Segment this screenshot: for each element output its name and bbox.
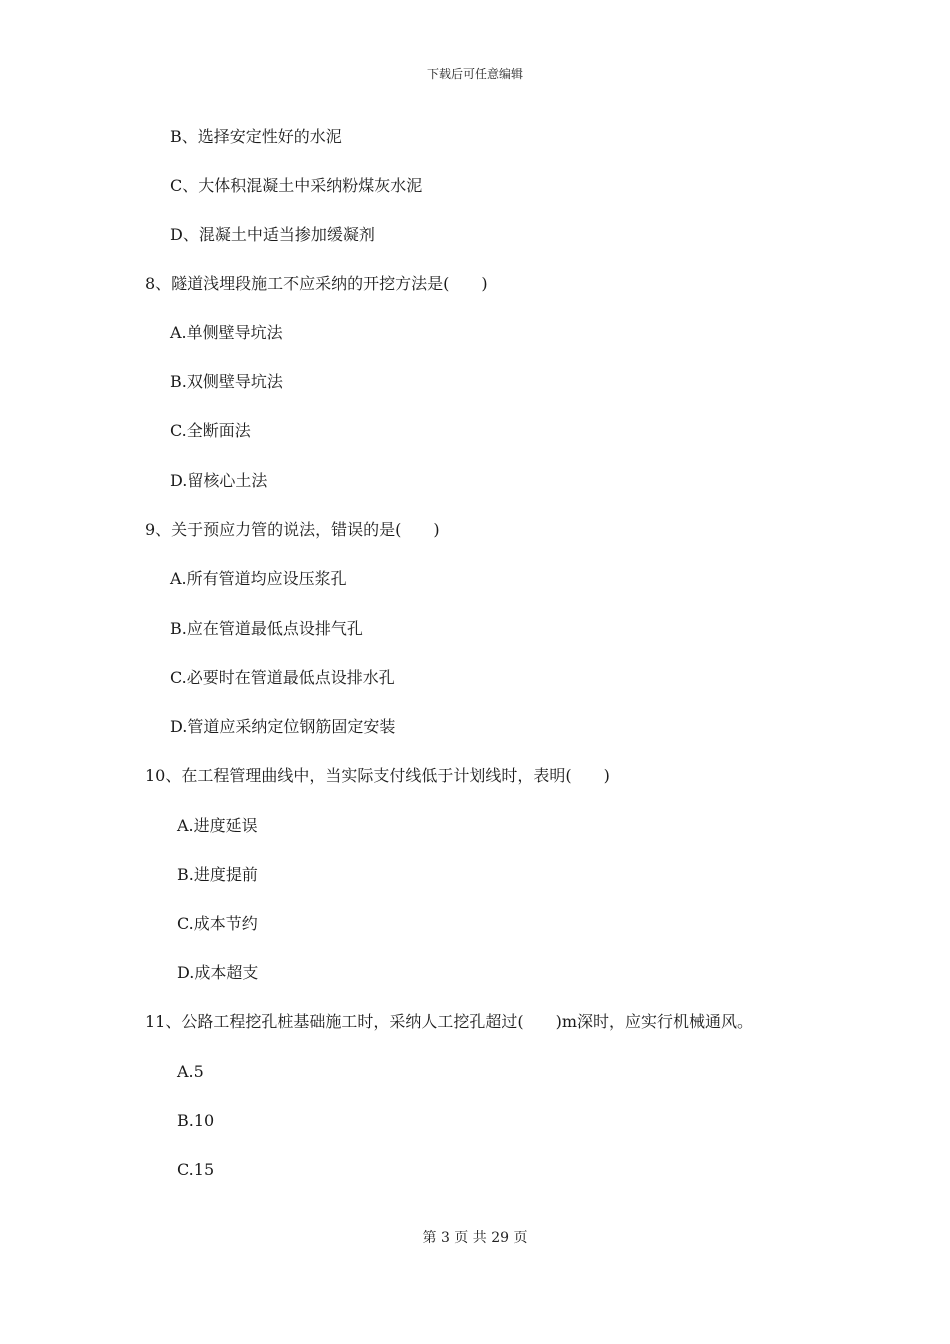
q10-option-d: D.成本超支 (177, 963, 259, 982)
q10-question: 10、在工程管理曲线中，当实际支付线低于计划线时，表明( ) (145, 766, 610, 785)
q7-option-d: D、混凝土中适当掺加缓凝剂 (170, 225, 375, 244)
page-footer: 第 3 页 共 29 页 (422, 1230, 528, 1246)
q9-option-a: A.所有管道均应设压浆孔 (170, 569, 347, 588)
q9-option-b: B.应在管道最低点设排气孔 (170, 619, 363, 638)
q11-question: 11、公路工程挖孔桩基础施工时，采纳人工挖孔超过( )m深时，应实行机械通风。 (145, 1012, 754, 1031)
q7-option-b: B、选择安定性好的水泥 (170, 127, 342, 146)
q11-option-c: C.15 (177, 1160, 215, 1179)
q9-option-d: D.管道应采纳定位钢筋固定安装 (170, 717, 396, 736)
q8-option-a: A.单侧壁导坑法 (170, 323, 283, 342)
page-header: 下载后可任意编辑 (426, 67, 523, 81)
q9-option-c: C.必要时在管道最低点设排水孔 (170, 668, 395, 687)
q9-question: 9、关于预应力管的说法，错误的是( ) (145, 520, 440, 539)
q11-option-a: A.5 (177, 1062, 204, 1081)
q11-option-b: B.10 (177, 1111, 215, 1130)
q8-option-d: D.留核心土法 (170, 471, 268, 490)
q7-option-c: C、大体积混凝土中采纳粉煤灰水泥 (170, 176, 423, 195)
q10-option-a: A.进度延误 (177, 816, 258, 835)
q8-question: 8、隧道浅埋段施工不应采纳的开挖方法是( ) (145, 274, 488, 293)
q8-option-c: C.全断面法 (170, 421, 251, 440)
q10-option-c: C.成本节约 (177, 914, 258, 933)
q8-option-b: B.双侧壁导坑法 (170, 372, 283, 391)
q10-option-b: B.进度提前 (177, 865, 258, 884)
